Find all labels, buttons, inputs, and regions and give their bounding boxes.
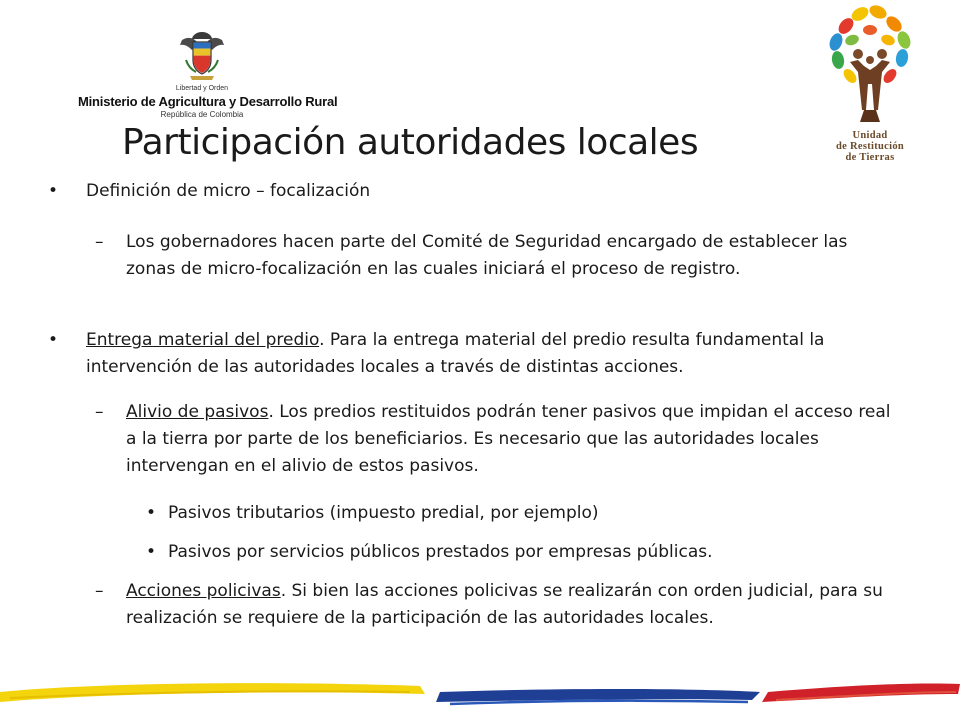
bullet-micro-focalizacion: Definición de micro – focalización [86, 181, 371, 201]
unit-name-line-1: Unidad [852, 130, 888, 141]
bullet-marker: • [146, 503, 157, 523]
bullet-marker: • [48, 330, 59, 350]
unit-name-line-2: de Restitución [835, 141, 905, 152]
acciones-policivas-heading: Acciones policivas [126, 581, 281, 601]
bullet-marker: • [48, 181, 59, 201]
bullet-entrega-material [86, 327, 910, 381]
unit-logo [808, 0, 932, 168]
colombia-coat-of-arms-icon [178, 30, 226, 82]
unit-name-line-3: de Tierras [845, 152, 895, 163]
sub-alivio-pasivos [126, 399, 896, 480]
ministry-name: Ministerio de Agricultura y Desarrollo Rural [78, 94, 338, 109]
alivio-pasivos-text: . Los predios restituidos podrán tener pasivos que impidan el acceso real a la tierra por parte de los beneficiarios. Es necesario que las autoridades locales intervengan en el alivio de estos pasivos. [126, 402, 891, 476]
alivio-pasivos-heading: Alivio de pasivos [126, 402, 269, 422]
item-pasivos-servicios: Pasivos por servicios públicos prestados por empresas públicas. [168, 542, 713, 562]
ministry-motto: Libertad y Orden [175, 85, 229, 92]
slide-title: Participación autoridades locales [122, 122, 699, 163]
bullet-marker: • [146, 542, 157, 562]
dash-marker: – [95, 402, 104, 422]
dash-marker: – [95, 232, 104, 252]
unit-name [808, 130, 932, 163]
entrega-material-heading: Entrega material del predio [86, 330, 320, 350]
family-tree-icon [808, 0, 932, 128]
ministry-country: República de Colombia [160, 110, 244, 119]
ministry-logo [78, 30, 338, 124]
acciones-policivas-text: . Si bien las acciones policivas se realizarán con orden judicial, para su realización se requiere de la participación de las autoridades locales. [126, 581, 883, 628]
item-pasivos-tributarios: Pasivos tributarios (impuesto predial, por ejemplo) [168, 503, 599, 523]
dash-marker: – [95, 581, 104, 601]
sub-gobernadores: Los gobernadores hacen parte del Comité de Seguridad encargado de establecer las zonas de micro-focalización en las cuales iniciará el proceso de registro. [126, 232, 848, 279]
entrega-material-text: . Para la entrega material del predio resulta fundamental la intervención de las autoridades locales a través de distintas acciones. [86, 330, 825, 377]
tricolor-footer-band [0, 670, 960, 720]
sub-acciones-policivas [126, 578, 916, 632]
